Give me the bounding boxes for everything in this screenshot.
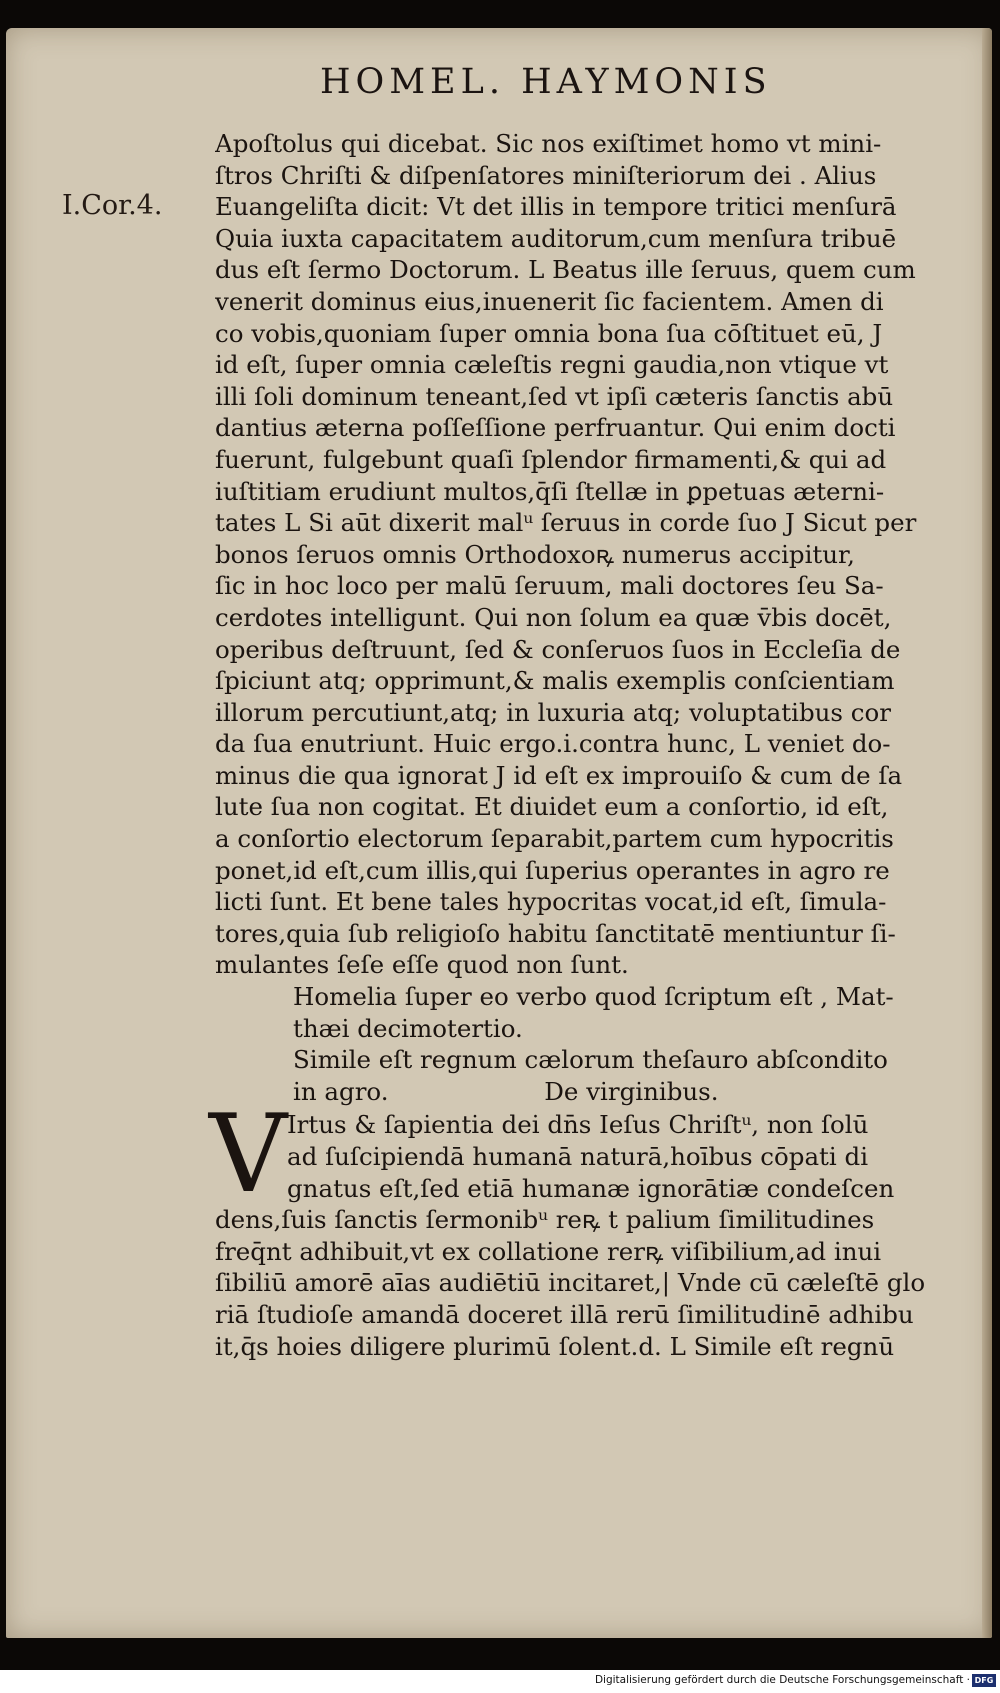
text-line: fuerunt, fulgebunt quaſi ſplendor firmamenti,& qui ad: [215, 444, 887, 474]
text-line: cerdotes intelligunt. Qui non ſolum ea quæ v̄bis docēt,: [215, 602, 892, 632]
drop-cap: V: [209, 1092, 287, 1218]
text-line: operibus deſtruunt, ſed & conſeruos ſuos in Eccleſia de: [215, 634, 901, 664]
funding-notice: Digitalisierung gefördert durch die Deutsche Forschungsgemeinschaft ·: [594, 1674, 970, 1686]
text-line: id eſt, ſuper omnia cæleſtis regni gaudia,non vtique vt: [215, 350, 889, 380]
homily-opening: [209, 1092, 930, 1362]
homily-line: freq̄nt adhibuit,vt ex collatione rerꝶ viſibilium,ad inui: [215, 1236, 882, 1266]
homily-line: ad ſuſcipiendā humanā naturā,hoībus cōpati di: [287, 1142, 869, 1171]
text-line: ſic in hoc loco per malū ſeruum, mali doctores ſeu Sa-: [215, 571, 884, 601]
homily-line: dens,ſuis ſanctis ſermonibᵘ reꝶ t palium ſimilitudines: [215, 1205, 875, 1235]
text-line: co vobis,quoniam ſuper omnia bona ſua cōſtituet eū, J: [215, 318, 883, 348]
text-line: Apoſtolus qui dicebat. Sic nos exiſtimet homo vt mini-: [215, 129, 882, 158]
text-line: minus die qua ignorat J id eſt ex improuiſo & cum de ſa: [215, 760, 903, 790]
text-line: iuſtitiam erudiunt multos,q̄ſi ſtellæ in ꝑpetuas æterni-: [215, 476, 885, 506]
text-line: lute ſua non cogitat. Et diuidet eum a conſortio, id eſt,: [215, 792, 889, 822]
main-text-column: [209, 128, 930, 1362]
text-line: licti ſunt. Et bene tales hypocritas vocat,id eſt, ſimula-: [215, 887, 887, 917]
homily-line: ſibiliū amorē aīas audiētiū incitaret,| Vnde cū cæleſtē glo: [215, 1268, 926, 1298]
text-line: illi ſoli dominum teneant,ſed vt ipſi cæteris ſanctis abū: [215, 381, 894, 411]
text-line: tores,quia ſub religioſo habitu ſanctitatē mentiuntur ſi-: [215, 918, 896, 948]
footer-bar: [0, 1670, 1000, 1693]
text-line: Euangeliſta dicit: Vt det illis in tempore tritici menſurā: [215, 192, 897, 222]
text-line: ſpiciunt atq; opprimunt,& malis exemplis conſcientiam: [215, 666, 895, 696]
homily-line: gnatus eſt,ſed etiā humanæ ignorātiæ condeſcen: [287, 1173, 895, 1203]
text-line: da ſua enutriunt. Huic ergo.i.contra hunc, L veniet do-: [215, 729, 891, 759]
homily-heading-line: Simile eſt regnum cælorum theſauro abſcondito: [293, 1045, 888, 1075]
text-line: tates L Si aūt dixerit malᵘ ſeruus in corde ſuo J Sicut per: [215, 508, 917, 538]
dfg-logo: DFG: [972, 1674, 996, 1687]
homily-heading-line: thæi decimotertio.: [293, 1013, 523, 1043]
homily-heading-line: in agro. De virginibus.: [293, 1076, 719, 1106]
text-line: bonos ſeruos omnis Orthodoxoꝶ numerus accipitur,: [215, 539, 855, 569]
text-line: ſtros Chriſti & diſpenſatores miniſteriorum dei . Alius: [215, 160, 877, 190]
text-line: dus eſt ſermo Doctorum. L Beatus ille ſeruus, quem cum: [215, 255, 916, 285]
homily-line: riā ſtudioſe amandā doceret illā rerū ſimilitudinē adhibu: [215, 1299, 914, 1329]
text-line: venerit dominus eius,inuenerit ſic facientem. Amen di: [215, 286, 884, 316]
text-line: illorum percutiunt,atq; in luxuria atq; voluptatibus cor: [215, 697, 891, 727]
marginal-note: I.Cor.4.: [62, 190, 163, 221]
homily-line: it,q̄s hoies diligere plurimū ſolent.d. L Simile eſt regnū: [215, 1331, 895, 1361]
text-line: ponet,id eſt,cum illis,qui ſuperius operantes in agro re: [215, 855, 890, 885]
text-line: mulantes ſeſe eſſe quod non ſunt.: [215, 950, 629, 980]
text-line: Quia iuxta capacitatem auditorum,cum menſura tribuē: [215, 223, 897, 253]
running-head: HOMEL. HAYMONIS: [320, 62, 772, 102]
homily-line: Irtus & ſapientia dei dn̄s Ieſus Chriſtᵘ, non ſolū: [287, 1110, 869, 1140]
homily-heading-line: Homelia ſuper eo verbo quod ſcriptum eſt , Mat-: [293, 982, 894, 1012]
text-line: a conſortio electorum ſeparabit,partem cum hypocritis: [215, 824, 894, 854]
page-edge: [982, 28, 992, 1638]
text-line: dantius æterna poſſeſſione perfruantur. Qui enim docti: [215, 413, 896, 443]
